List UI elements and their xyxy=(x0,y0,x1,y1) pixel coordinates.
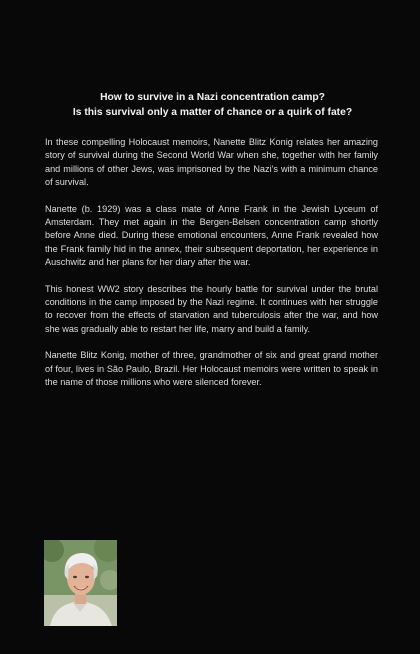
paragraph-intro: In these compelling Holocaust memoirs, Nanette Blitz Konig relates her amazing story of survival during the Second World War when she, together with her family and millions of other Jews, was imprisoned by the Nazi's with a minimum chance of survival. xyxy=(45,137,378,188)
headline-question-1: How to survive in a Nazi concentration camp? xyxy=(100,92,325,103)
paragraph-anne-frank: Nanette (b. 1929) was a class mate of Anne Frank in the Jewish Lyceum of Amsterdam. They met again in the Bergen-Belsen concentration camp shortly before Anne died. During these emotional encounters, Anne Frank revealed how the Frank family hid in the annex, their subsequent deportation, her experience in Auschwitz and her plans for her diary after the war. xyxy=(45,203,378,268)
author-photo xyxy=(44,540,117,626)
paragraph-author-bio: Nanette Blitz Konig, mother of three, grandmother of six and great grand mother of four, lives in São Paulo, Brazil. Her Holocaust memoirs were written to speak in the name of those millions who were silenced forever. xyxy=(45,350,378,388)
blurb-text xyxy=(45,136,378,403)
paragraph-survival: This honest WW2 story describes the hourly battle for survival under the brutal conditions in the camp imposed by the Nazi regime. It continues with her struggle to recover from the effects of starvation and tuberculosis after the war, and how she was gradually able to restart her life, marry and build a family. xyxy=(45,283,378,334)
headline xyxy=(40,90,385,120)
headline-question-2: Is this survival only a matter of chance or a quirk of fate? xyxy=(72,107,353,118)
